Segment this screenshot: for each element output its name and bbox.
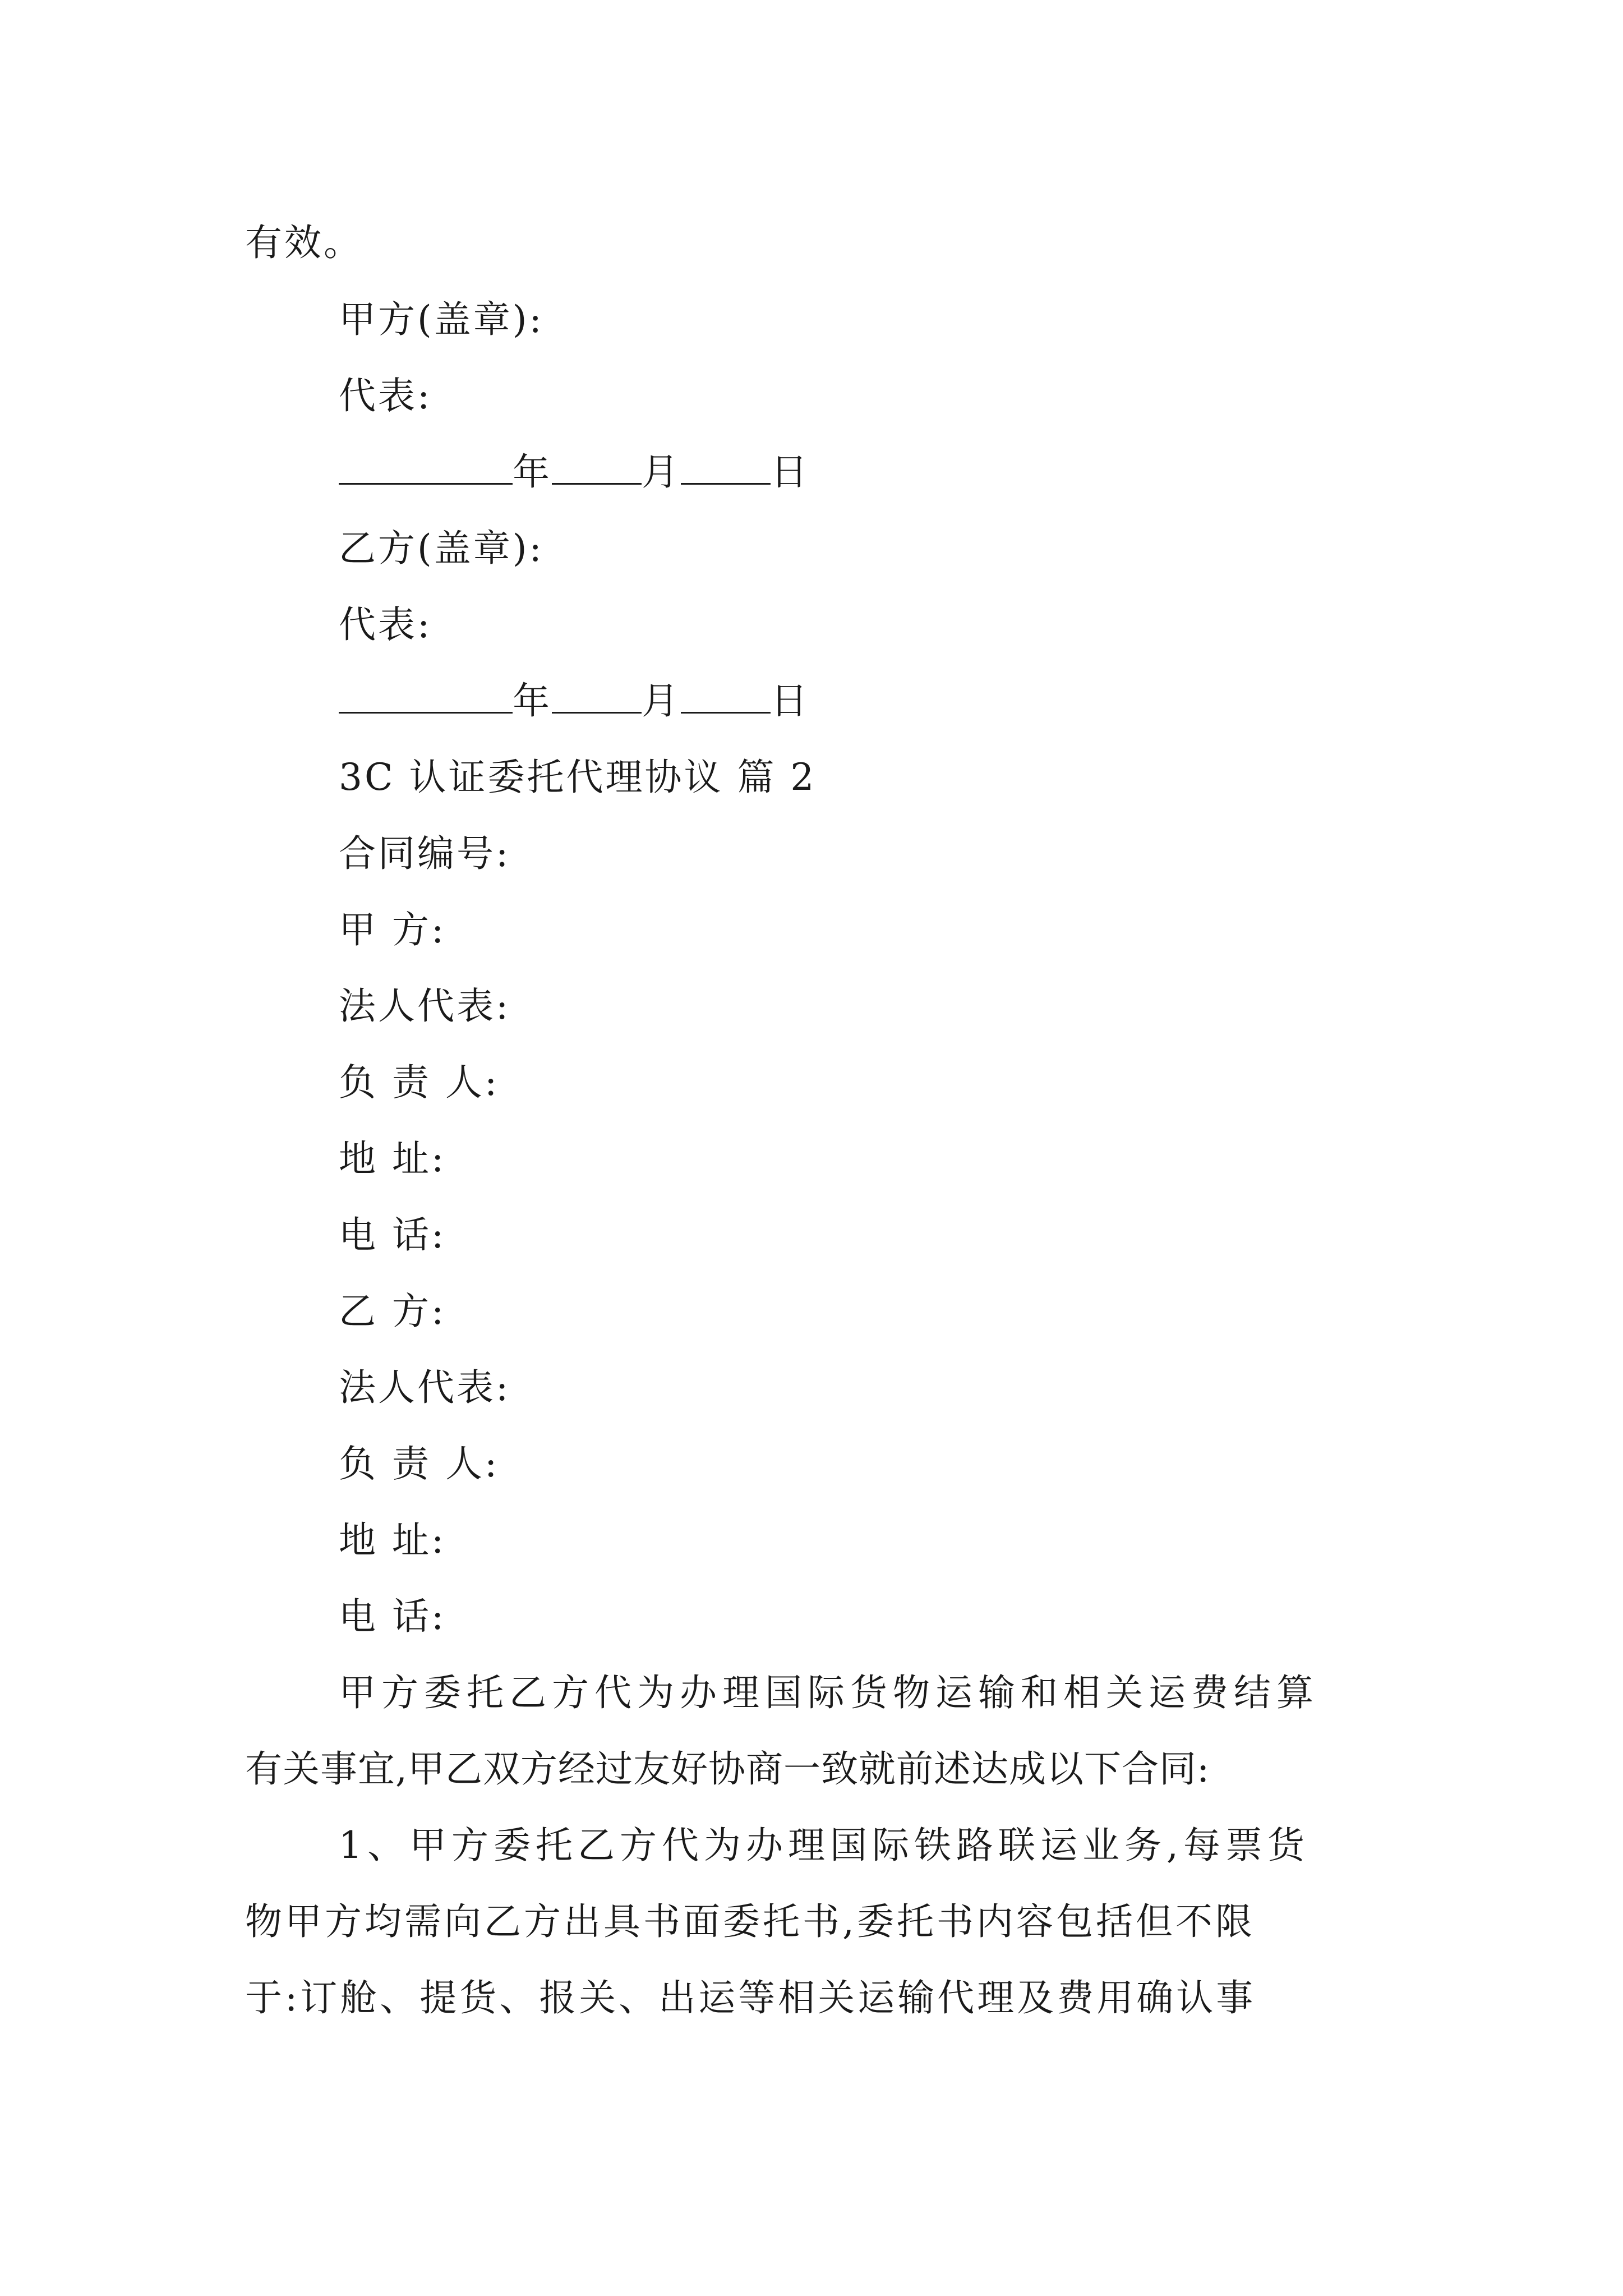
year-blank: [339, 452, 513, 485]
day-label: 日: [771, 679, 810, 723]
paragraph-line: 有关事宜,甲乙双方经过友好协商一致就前述达成以下合同:: [245, 1747, 1210, 1791]
year-label: 年: [513, 679, 552, 723]
day-label: 日: [771, 450, 810, 494]
party-b-phone-label: 电 话:: [339, 1595, 446, 1638]
paragraph-line: 甲方委托乙方代为办理国际货物运输和相关运费结算: [339, 1671, 1319, 1714]
party-a-address-label: 地 址:: [339, 1137, 446, 1180]
party-a-date-line: [339, 450, 810, 495]
month-label: 月: [642, 679, 681, 723]
month-label: 月: [642, 450, 681, 494]
party-b-legal-rep-label: 法人代表:: [339, 1366, 511, 1409]
party-a-legal-rep-label: 法人代表:: [339, 984, 511, 1028]
party-b-date-line: [339, 679, 810, 724]
party-b-seal-label: 乙方(盖章):: [339, 527, 544, 570]
paragraph-line: 物甲方均需向乙方出具书面委托书,委托书内容包括但不限: [245, 1900, 1255, 1943]
section-title: 3C 认证委托代理协议 篇 2: [339, 756, 817, 799]
paragraph-line: 于:订舱、提货、报关、出运等相关运输代理及费用确认事: [245, 1976, 1256, 2019]
month-blank: [552, 680, 642, 714]
paragraph-line: 1、甲方委托乙方代为办理国际铁路联运业务,每票货: [339, 1824, 1310, 1867]
party-a-phone-label: 电 话:: [339, 1213, 446, 1257]
party-a-person-in-charge-label: 负 责 人:: [339, 1061, 500, 1104]
year-label: 年: [513, 450, 552, 494]
day-blank: [681, 680, 771, 714]
party-a-label: 甲 方:: [339, 908, 446, 951]
month-blank: [552, 452, 642, 485]
party-b-person-in-charge-label: 负 责 人:: [339, 1442, 500, 1485]
day-blank: [681, 452, 771, 485]
contract-number-label: 合同编号:: [339, 832, 511, 875]
party-a-representative-label: 代表:: [339, 374, 432, 417]
party-b-address-label: 地 址:: [339, 1519, 446, 1562]
year-blank: [339, 680, 513, 714]
text-line: 有效。: [245, 221, 363, 264]
party-b-label: 乙 方:: [339, 1290, 446, 1333]
party-b-representative-label: 代表:: [339, 603, 432, 646]
party-a-seal-label: 甲方(盖章):: [339, 298, 544, 341]
